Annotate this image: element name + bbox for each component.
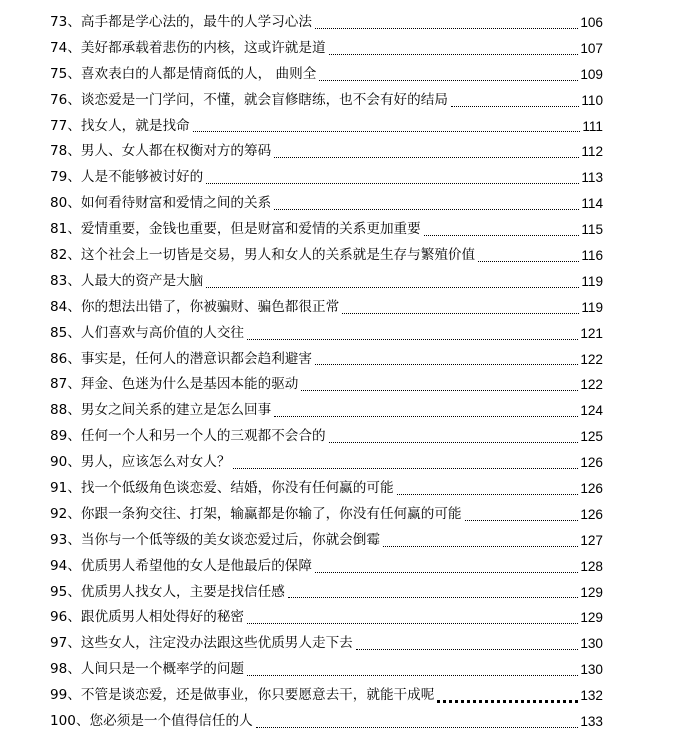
entry-number: 99 (50, 687, 68, 704)
dot-leader (274, 156, 579, 158)
entry-number: 87 (50, 376, 68, 393)
entry-separator: 、 (75, 713, 90, 730)
dot-leader (193, 130, 581, 132)
dot-leader (256, 726, 579, 728)
entry-number: 96 (50, 609, 68, 626)
entry-separator: 、 (67, 557, 81, 574)
dot-leader (424, 234, 580, 236)
entry-separator: 、 (67, 65, 81, 82)
entry-page-number: 115 (581, 222, 603, 238)
toc-entry-93[interactable] (50, 528, 603, 554)
toc-entry-86[interactable] (50, 347, 603, 373)
entry-separator: 、 (67, 687, 81, 704)
entry-title: 你的想法出错了，你被骗财、骗色都很正常 (80, 298, 340, 315)
entry-number: 89 (50, 428, 68, 445)
dot-leader (288, 596, 579, 598)
entry-title: 高手都是学心法的，最牛的人学习心法 (80, 13, 312, 30)
entry-number: 84 (50, 298, 68, 315)
dot-leader (356, 648, 579, 650)
entry-number: 91 (50, 480, 68, 497)
entry-separator: 、 (67, 609, 81, 626)
toc-entry-79[interactable] (50, 165, 603, 191)
entry-page-number: 121 (580, 325, 603, 341)
entry-number: 94 (50, 557, 68, 574)
entry-page-number: 127 (580, 532, 603, 548)
toc-entry-90[interactable] (50, 450, 603, 476)
toc-entry-82[interactable] (50, 243, 603, 269)
entry-title: 人们喜欢与高价值的人交往 (80, 324, 245, 341)
entry-separator: 、 (67, 505, 81, 522)
entry-number: 86 (50, 350, 68, 367)
entry-title: 男人，应该怎么对女人？ (80, 454, 231, 471)
dot-leader (315, 27, 578, 29)
toc-entry-94[interactable] (50, 554, 603, 580)
entry-separator: 、 (67, 169, 81, 186)
entry-separator: 、 (67, 247, 81, 263)
entry-separator: 、 (67, 402, 81, 419)
entry-number: 88 (50, 402, 68, 419)
entry-title: 你跟一条狗交往、打架，输赢都是你输了，你没有任何赢的可能 (80, 505, 462, 522)
entry-number: 79 (50, 169, 68, 186)
entry-separator: 、 (67, 13, 81, 30)
entry-separator: 、 (67, 376, 81, 393)
entry-separator: 、 (67, 428, 81, 445)
entry-number: 90 (50, 454, 68, 471)
toc-entry-91[interactable] (50, 476, 603, 502)
entry-separator: 、 (67, 143, 81, 160)
entry-separator: 、 (67, 91, 81, 108)
dot-leader (247, 338, 578, 340)
dot-leader (301, 389, 578, 391)
entry-title: 美好都承载着悲伤的内核，这或许就是道 (80, 39, 326, 56)
entry-title: 谈恋爱是一门学问，不懂，就会盲修瞎练，也不会有好的结局 (80, 91, 448, 108)
toc-entry-77[interactable] (50, 114, 603, 140)
dot-leader (247, 674, 578, 676)
entry-title: 当你与一个低等级的美女谈恋爱过后，你就会倒霉 (80, 531, 380, 548)
entry-page-number: 113 (581, 170, 603, 186)
toc-entry-96[interactable] (50, 605, 603, 631)
entry-title: 这个社会上一切皆是交易，男人和女人的关系就是生存与繁殖价值 (80, 247, 476, 263)
entry-page-number: 124 (580, 403, 603, 419)
entry-number: 98 (50, 661, 68, 678)
entry-number: 76 (50, 91, 68, 108)
entry-page-number: 132 (580, 688, 603, 704)
entry-separator: 、 (67, 272, 81, 289)
entry-number: 85 (50, 324, 68, 341)
entry-page-number: 126 (580, 455, 603, 471)
entry-page-number: 126 (580, 481, 603, 497)
dot-leader (383, 545, 578, 547)
entry-separator: 、 (67, 480, 81, 497)
entry-title: 任何一个人和另一个人的三观都不会合的 (80, 428, 326, 445)
entry-separator: 、 (67, 324, 81, 341)
toc-entry-89[interactable] (50, 424, 603, 450)
dot-leader (397, 493, 579, 495)
entry-page-number: 129 (580, 584, 603, 600)
entry-title: 人是不能够被讨好的 (80, 169, 204, 186)
dot-leader (274, 415, 578, 417)
toc-entry-73[interactable] (50, 10, 603, 36)
entry-page-number: 119 (581, 299, 603, 315)
entry-number: 92 (50, 505, 68, 522)
entry-number: 75 (50, 65, 68, 82)
dot-leader (319, 79, 578, 81)
entry-page-number: 130 (580, 662, 603, 678)
entry-title: 事实是，任何人的潜意识都会趋利避害 (80, 350, 312, 367)
dot-leader (206, 286, 579, 288)
toc-entry-75[interactable] (50, 62, 603, 88)
toc-entry-88[interactable] (50, 398, 603, 424)
entry-separator: 、 (67, 298, 81, 315)
entry-number: 74 (50, 39, 68, 56)
entry-number: 82 (50, 247, 68, 263)
dot-leader (437, 699, 578, 703)
dot-leader (315, 571, 578, 573)
entry-page-number: 110 (581, 92, 603, 108)
entry-separator: 、 (67, 454, 81, 471)
toc-entry-92[interactable] (50, 502, 603, 528)
entry-title: 跟优质男人相处得好的秘密 (80, 609, 245, 626)
entry-separator: 、 (67, 221, 81, 238)
dot-leader (329, 53, 579, 55)
entry-separator: 、 (67, 117, 81, 134)
entry-number: 100 (50, 713, 76, 730)
toc-entry-84[interactable] (50, 295, 603, 321)
entry-separator: 、 (67, 583, 81, 600)
toc-entry-100[interactable] (50, 709, 603, 735)
toc-entry-99[interactable] (50, 683, 603, 709)
entry-separator: 、 (67, 39, 81, 56)
entry-page-number: 109 (580, 66, 603, 82)
entry-separator: 、 (67, 195, 81, 212)
entry-page-number: 129 (580, 610, 603, 626)
entry-title: 男女之间关系的建立是怎么回事 (80, 402, 272, 419)
entry-number: 80 (50, 195, 68, 212)
toc-entry-85[interactable] (50, 321, 603, 347)
entry-page-number: 128 (580, 558, 603, 574)
entry-separator: 、 (67, 661, 81, 678)
dot-leader (465, 519, 579, 521)
entry-page-number: 126 (580, 506, 603, 522)
entry-separator: 、 (67, 350, 81, 367)
toc-entry-81[interactable] (50, 217, 603, 243)
entry-page-number: 133 (580, 714, 603, 730)
entry-number: 78 (50, 143, 68, 160)
entry-page-number: 114 (581, 196, 603, 212)
entry-title: 人最大的资产是大脑 (80, 272, 204, 289)
entry-number: 97 (50, 635, 68, 652)
dot-leader (206, 182, 579, 184)
entry-separator: 、 (67, 635, 81, 652)
entry-title: 拜金、色迷为什么是基因本能的驱动 (80, 376, 299, 393)
entry-page-number: 107 (580, 40, 603, 56)
dot-leader (315, 363, 578, 365)
entry-number: 83 (50, 272, 68, 289)
entry-number: 93 (50, 531, 68, 548)
entry-title: 不管是谈恋爱，还是做事业，你只要愿意去干，就能干成呢 (80, 687, 435, 704)
entry-number: 95 (50, 583, 68, 600)
entry-page-number: 130 (580, 636, 603, 652)
toc-entry-80[interactable] (50, 191, 603, 217)
toc-entry-87[interactable] (50, 372, 603, 398)
dot-leader (478, 260, 579, 262)
entry-title: 爱情重要，金钱也重要，但是财富和爱情的关系更加重要 (80, 221, 421, 238)
entry-number: 73 (50, 13, 68, 30)
entry-separator: 、 (67, 531, 81, 548)
table-of-contents (50, 10, 603, 735)
entry-page-number: 116 (581, 248, 603, 263)
entry-page-number: 125 (580, 429, 603, 445)
entry-title: 喜欢表白的人都是情商低的人， 曲则全 (80, 65, 317, 82)
entry-page-number: 122 (580, 377, 603, 393)
dot-leader (329, 441, 579, 443)
entry-title: 如何看待财富和爱情之间的关系 (80, 195, 272, 212)
entry-number: 77 (50, 117, 68, 134)
entry-page-number: 111 (582, 118, 603, 134)
entry-title: 优质男人希望他的女人是他最后的保障 (80, 557, 312, 574)
toc-entry-98[interactable] (50, 657, 603, 683)
entry-title: 找一个低级角色谈恋爱、结婚，你没有任何赢的可能 (80, 480, 394, 497)
dot-leader (451, 105, 579, 107)
entry-title: 这些女人，注定没办法跟这些优质男人走下去 (80, 635, 353, 652)
entry-title: 找女人，就是找命 (80, 117, 190, 134)
dot-leader (274, 208, 579, 210)
toc-entry-95[interactable] (50, 580, 603, 606)
dot-leader (342, 312, 579, 314)
entry-page-number: 112 (581, 144, 603, 160)
toc-entry-76[interactable] (50, 88, 603, 114)
entry-page-number: 119 (581, 273, 603, 289)
dot-leader (233, 467, 578, 469)
toc-entry-74[interactable] (50, 36, 603, 62)
toc-entry-97[interactable] (50, 631, 603, 657)
entry-title: 您必须是一个值得信任的人 (89, 713, 253, 730)
entry-title: 优质男人找女人，主要是找信任感 (80, 583, 285, 600)
entry-page-number: 122 (580, 351, 603, 367)
toc-entry-78[interactable] (50, 139, 603, 165)
entry-page-number: 106 (580, 14, 603, 30)
dot-leader (247, 622, 578, 624)
entry-title: 人间只是一个概率学的问题 (80, 661, 245, 678)
toc-entry-83[interactable] (50, 269, 603, 295)
entry-title: 男人、女人都在权衡对方的筹码 (80, 143, 272, 160)
entry-number: 81 (50, 221, 68, 238)
